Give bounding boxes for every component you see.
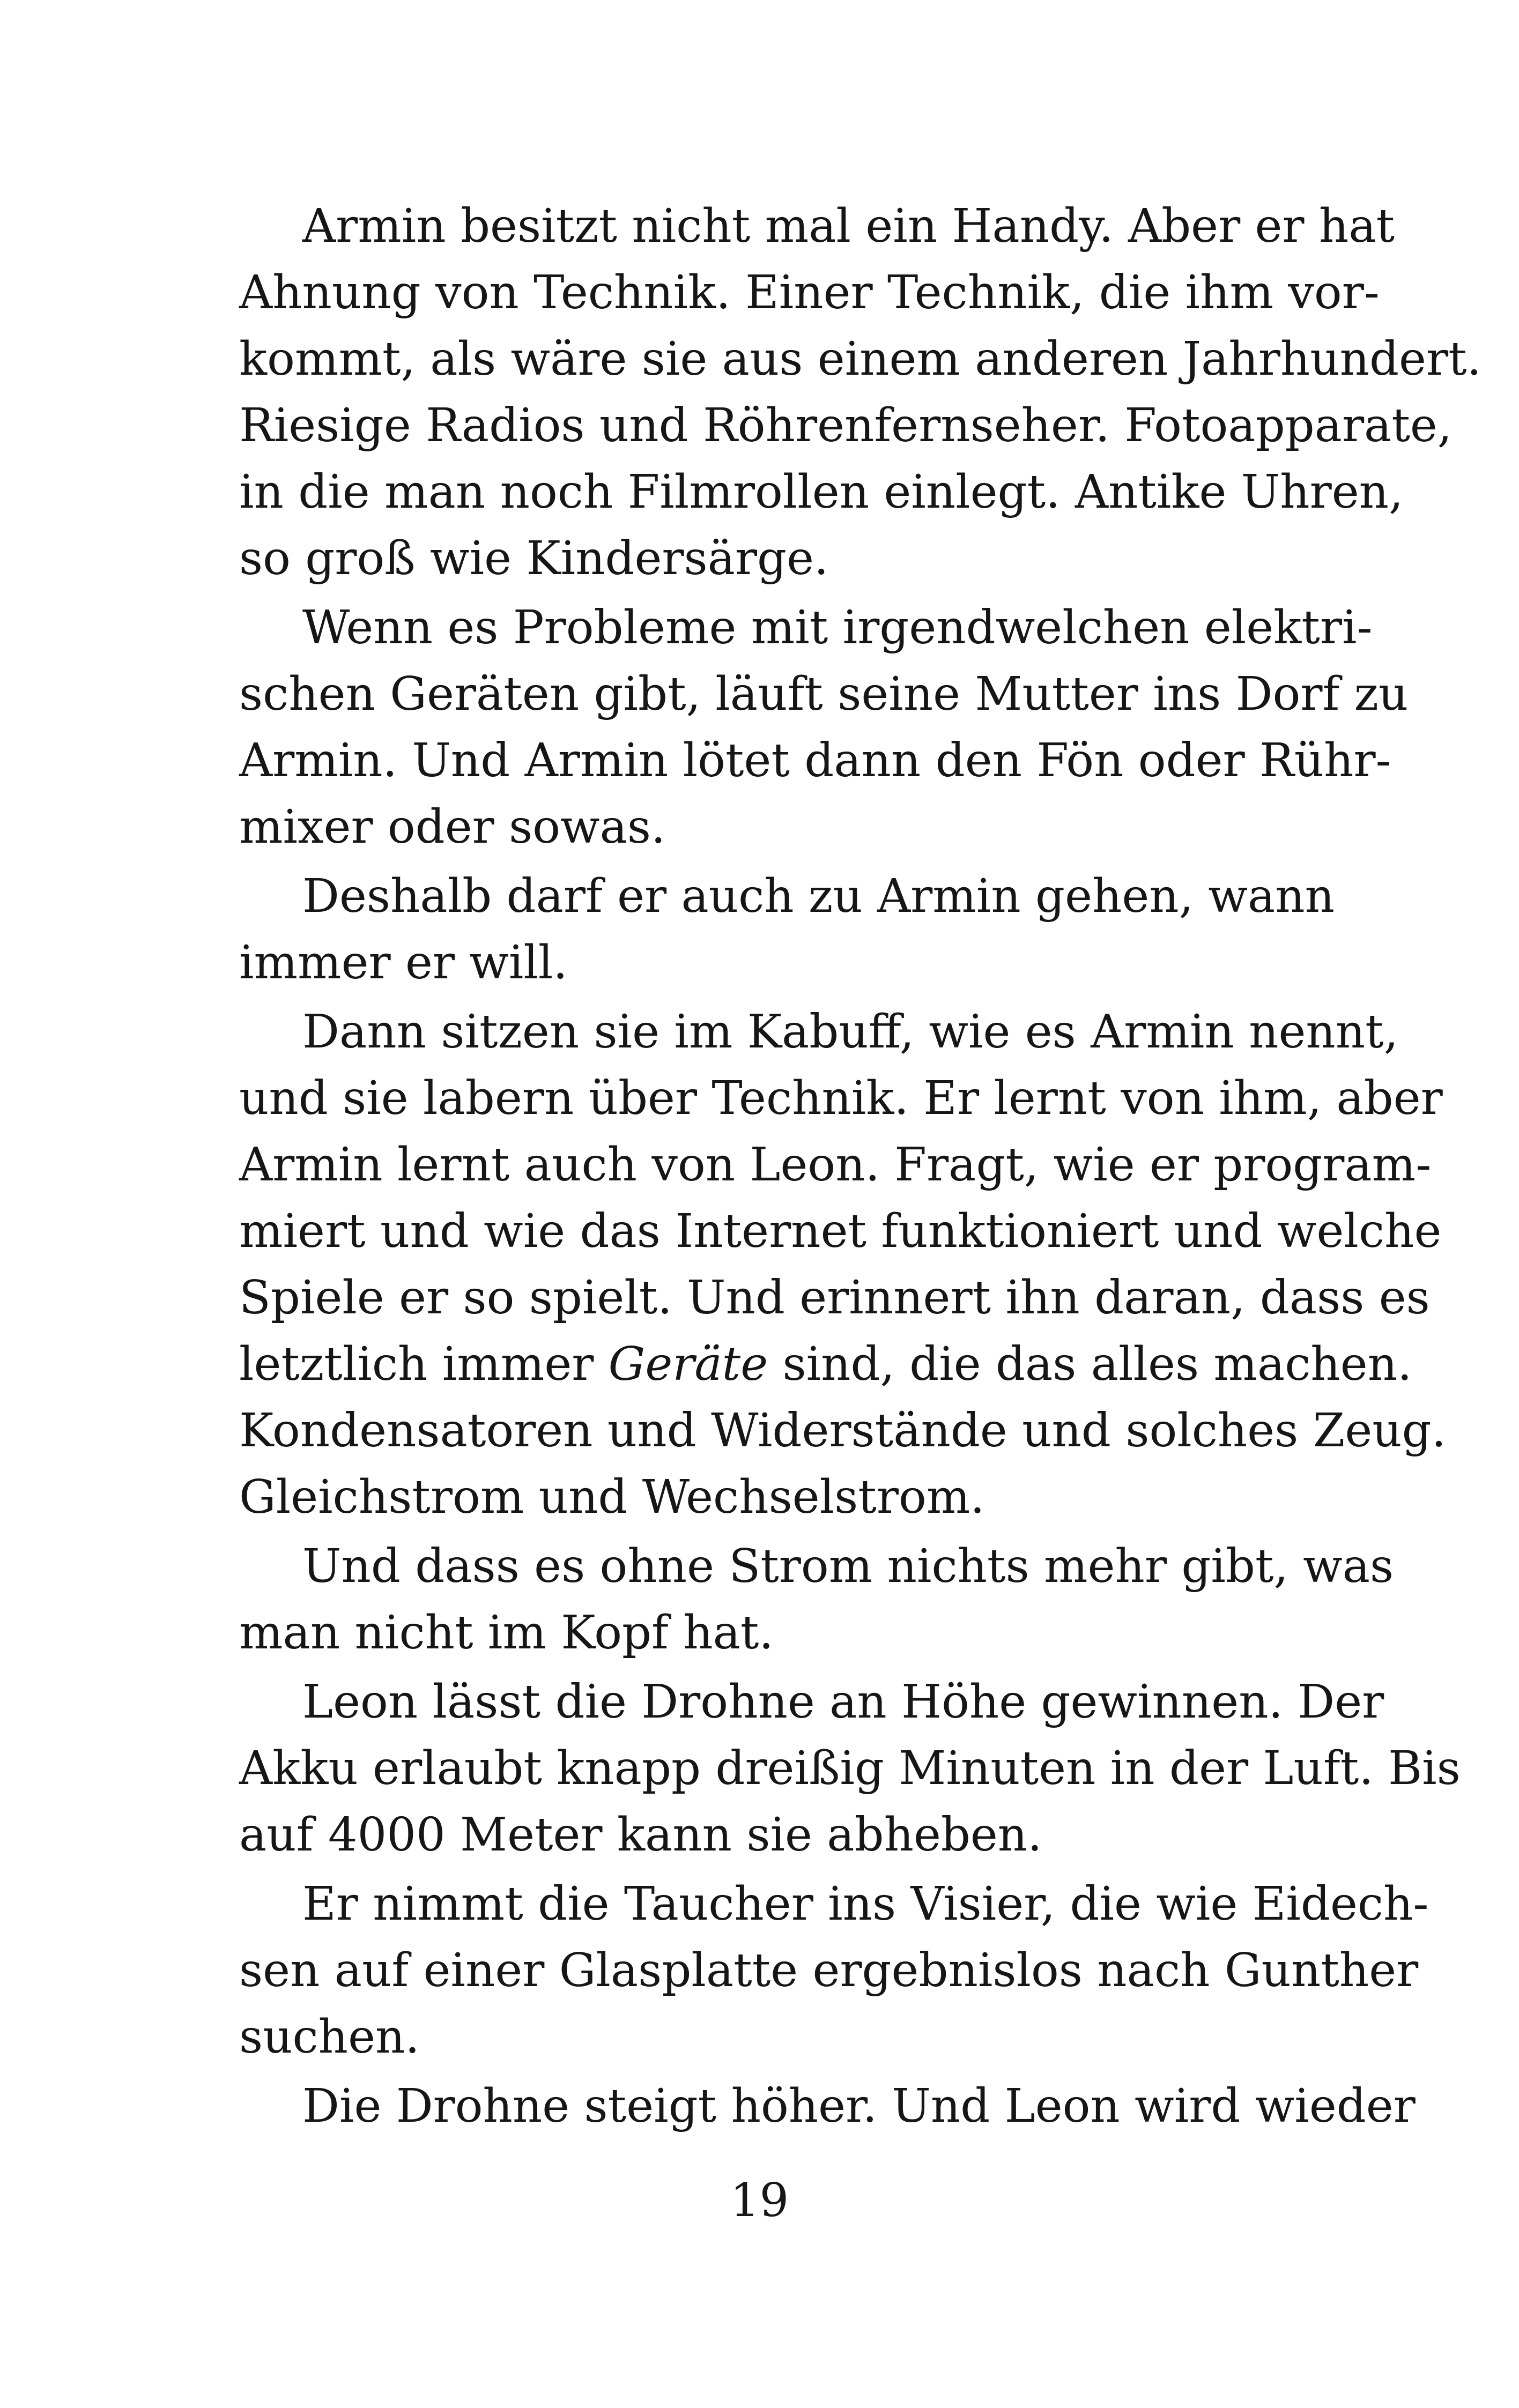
paragraph-3 [239,863,1335,996]
text-line: auf 4000 Meter kann sie abheben. [239,1808,1042,1862]
text-line: Armin besitzt nicht mal ein Handy. Aber er hat [302,199,1395,253]
page-number: 19 [730,2174,789,2227]
text-line: mixer oder sowas. [239,800,666,854]
text-line: schen Geräten gibt, läuft seine Mutter ins Dorf zu [239,667,1409,721]
paragraph-8 [239,2073,1416,2139]
text-line: Riesige Radios und Röhrenfernseher. Fotoapparate, [239,399,1453,452]
text-line: Ahnung von Technik. Einer Technik, die ihm vor- [239,266,1380,319]
text-line: Leon lässt die Drohne an Höhe gewinnen. Der [302,1675,1384,1729]
text-line: Armin. Und Armin lötet dann den Fön oder Rühr- [239,734,1391,787]
text-line: Deshalb darf er auch zu Armin gehen, wann [302,869,1335,923]
text-line: und sie labern über Technik. Er lernt von ihm, aber [239,1072,1443,1125]
text-line: kommt, als wäre sie aus einem anderen Jahrhundert. [239,332,1481,386]
text-run: letztlich immer [239,1337,609,1391]
paragraph-5 [239,1533,1394,1666]
paragraph-4 [239,999,1447,1530]
text-line: Gleichstrom und Wechselstrom. [239,1470,985,1524]
paragraph-7 [239,1871,1429,2070]
text-line: Die Drohne steigt höher. Und Leon wird wieder [302,2079,1416,2133]
body-text [239,193,1481,2142]
paragraph-2 [239,594,1409,860]
text-line: sen auf einer Glasplatte ergebnislos nach Gunther [239,1944,1419,1997]
paragraph-1 [239,193,1481,592]
text-line: suchen. [239,2010,420,2064]
text-line: Wenn es Probleme mit irgendwelchen elektri- [302,601,1373,655]
text-run: sind, die das alles machen. [768,1337,1412,1391]
text-line: Armin lernt auch von Leon. Fragt, wie er program- [239,1138,1432,1192]
text-line: Dann sitzen sie im Kabuff, wie es Armin nennt, [302,1005,1399,1059]
text-line: Akku erlaubt knapp dreißig Minuten in der Luft. Bis [239,1742,1461,1795]
text-line: man nicht im Kopf hat. [239,1606,774,1660]
text-line: so groß wie Kindersärge. [239,532,829,585]
text-line: Kondensatoren und Widerstände und solches Zeug. [239,1404,1447,1458]
text-line: miert und wie das Internet funktioniert und welche [239,1205,1442,1258]
text-line-with-emphasis [239,1331,1412,1398]
text-line: Spiele er so spielt. Und erinnert ihn daran, dass es [239,1271,1430,1325]
text-line: immer er will. [239,936,568,990]
text-line: Er nimmt die Taucher ins Visier, die wie Eidech- [302,1877,1429,1931]
paragraph-6 [239,1669,1461,1868]
emphasized-word: Geräte [608,1337,768,1391]
text-line: in die man noch Filmrollen einlegt. Antike Uhren, [239,465,1404,519]
text-line: Und dass es ohne Strom nichts mehr gibt, was [302,1540,1394,1593]
